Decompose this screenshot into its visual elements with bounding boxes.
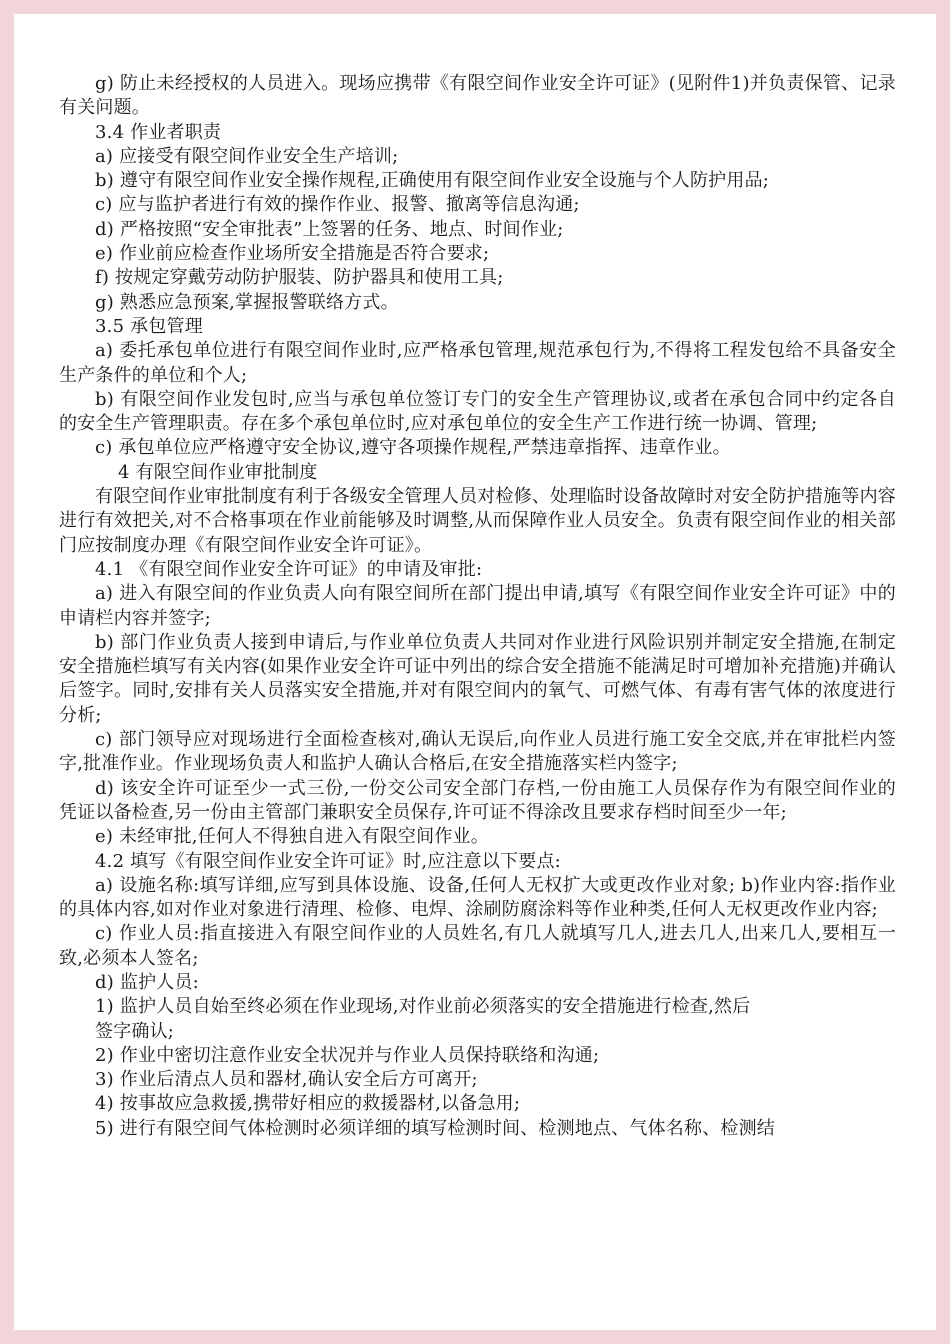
list-item: 5) 进行有限空间气体检测时必须详细的填写检测时间、检测地点、气体名称、检测结 [95, 1117, 775, 1139]
list-item: 4) 按事故应急救援,携带好相应的救援器材,以备急用; [95, 1093, 521, 1115]
paragraph: 有限空间作业审批制度有利于各级安全管理人员对检修、处理临时设备故障时对安全防护措施等内容进行有效把关,对不合格事项在作业前能够及时调整,从而保障作业人员安全。负责有限空间作业的相关部门应按制度办理《有限空间作业安全许可证》。 [59, 486, 896, 556]
list-item: f) 按规定穿戴劳动防护服装、防护器具和使用工具; [95, 267, 504, 289]
list-item: a) 应接受有限空间作业安全生产培训; [95, 145, 399, 167]
list-item: e) 作业前应检查作业场所安全措施是否符合要求; [95, 243, 490, 265]
section-heading: 4.1 《有限空间作业安全许可证》的申请及审批: [95, 558, 483, 580]
document-body [59, 72, 896, 1141]
list-item: 3) 作业后清点人员和器材,确认安全后方可离开; [95, 1069, 478, 1091]
list-item: a) 委托承包单位进行有限空间作业时,应严格承包管理,规范承包行为,不得将工程发包给不具备安全生产条件的单位和个人; [59, 340, 896, 386]
document-page [14, 14, 936, 1330]
list-item-continuation: 签字确认; [95, 1020, 175, 1042]
list-item: a) 进入有限空间的作业负责人向有限空间所在部门提出申请,填写《有限空间作业安全许可证》中的申请栏内容并签字; [59, 583, 896, 629]
list-item: c) 部门领导应对现场进行全面检查核对,确认无误后,向作业人员进行施工安全交底,并在审批栏内签字,批准作业。作业现场负责人和监护人确认合格后,在安全措施落实栏内签字; [59, 729, 896, 775]
paragraph: g) 防止未经授权的人员进入。现场应携带《有限空间作业安全许可证》(见附件1)并负责保管、记录有关问题。 [59, 73, 896, 119]
chapter-heading: 4 有限空间作业审批制度 [118, 461, 318, 483]
list-item: e) 未经审批,任何人不得独自进入有限空间作业。 [95, 826, 489, 848]
list-item: b) 有限空间作业发包时,应当与承包单位签订专门的安全生产管理协议,或者在承包合同中约定各自的安全生产管理职责。存在多个承包单位时,应对承包单位的安全生产工作进行统一协调、管理; [59, 388, 896, 435]
list-item: d) 监护人员: [95, 971, 199, 993]
list-item: b) 遵守有限空间作业安全操作规程,正确使用有限空间作业安全设施与个人防护用品; [95, 170, 770, 192]
section-heading: 4.2 填写《有限空间作业安全许可证》时,应注意以下要点: [95, 850, 561, 872]
list-item: d) 严格按照“安全审批表”上签署的任务、地点、时间作业; [95, 218, 564, 240]
section-heading: 3.5 承包管理 [95, 315, 203, 337]
list-item: g) 熟悉应急预案,掌握报警联络方式。 [95, 291, 399, 313]
list-item: c) 承包单位应严格遵守安全协议,遵守各项操作规程,严禁违章指挥、违章作业。 [95, 437, 731, 459]
list-item: a) 设施名称:填写详细,应写到具体设施、设备,任何人无权扩大或更改作业对象; b)作业内容:指作业的具体内容,如对作业对象进行清理、检修、电焊、涂刷防腐涂料等作业种类,任何人无权更改作业内容; [59, 874, 896, 921]
section-heading: 3.4 作业者职责 [95, 121, 222, 143]
list-item: 2) 作业中密切注意作业安全状况并与作业人员保持联络和沟通; [95, 1044, 600, 1066]
list-item: b) 部门作业负责人接到申请后,与作业单位负责人共同对作业进行风险识别并制定安全措施,在制定安全措施栏填写有关内容(如果作业安全许可证中列出的综合安全措施不能满足时可增加补充措施)并确认后签字。同时,安排有关人员落实安全措施,并对有限空间内的氧气、可燃气体、有毒有害气体的浓度进行分析; [59, 631, 896, 726]
list-item: c) 作业人员:指直接进入有限空间作业的人员姓名,有几人就填写几人,进去几人,出来几人,要相互一致,必须本人签名; [59, 923, 896, 969]
list-item: 1) 监护人员自始至终必须在作业现场,对作业前必须落实的安全措施进行检查,然后 [95, 996, 751, 1018]
list-item: c) 应与监护者进行有效的操作作业、报警、撤离等信息沟通; [95, 194, 580, 216]
list-item: d) 该安全许可证至少一式三份,一份交公司安全部门存档,一份由施工人员保存作为有限空间作业的凭证以备检查,另一份由主管部门兼职安全员保存,许可证不得涂改且要求存档时间至少一年; [59, 777, 896, 823]
